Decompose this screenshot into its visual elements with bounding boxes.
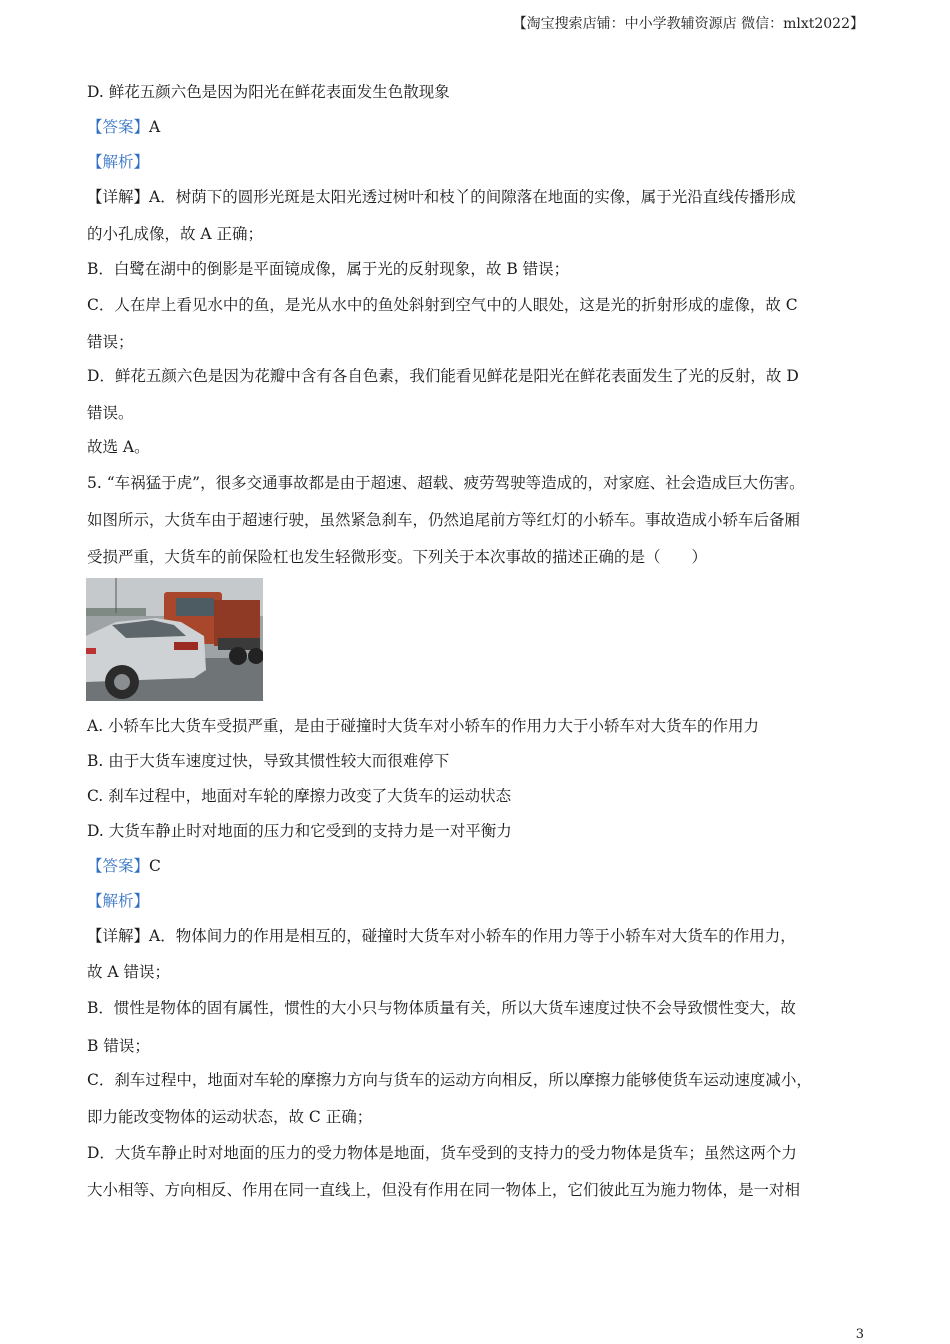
page-number: 3 [855,1327,864,1342]
explanation-line: B．白鹭在湖中的倒影是平面镜成像，属于光的反射现象，故 B 错误； [87,260,570,278]
explanation-line: D．大货车静止时对地面的压力的受力物体是地面，货车受到的支持力的受力物体是货车；虽然这两个力 [87,1144,797,1162]
explanation-line: 错误； [87,333,134,351]
analysis-line [87,152,149,172]
analysis-tag: 【解析】 [87,153,150,171]
explanation-line: 错误。 [87,404,134,422]
option-d: D. 大货车静止时对地面的压力和它受到的支持力是一对平衡力 [87,822,512,840]
answer-line [87,856,161,876]
explanation-line: C．刹车过程中，地面对车轮的摩擦力方向与货车的运动方向相反，所以摩擦力能够使货车运动速度减小， [87,1071,812,1089]
conclusion-line: 故选 A。 [87,438,150,456]
option-c: C. 刹车过程中，地面对车轮的摩擦力改变了大货车的运动状态 [87,787,512,805]
answer-value: A [149,118,161,136]
analysis-line [87,891,149,911]
answer-value: C [149,857,161,875]
explanation-line: 【详解】A．树荫下的圆形光斑是太阳光透过树叶和枝丫的间隙落在地面的实像，属于光沿直线传播形成 [87,188,796,206]
explanation-line: 【详解】A．物体间力的作用是相互的，碰撞时大货车对小轿车的作用力等于小轿车对大货车的作用力， [87,927,796,945]
explanation-line: C．人在岸上看见水中的鱼，是光从水中的鱼处斜射到空气中的人眼处，这是光的折射形成的虚像，故 C [87,296,798,314]
page-header: 【淘宝搜索店铺：中小学教辅资源店 微信：mlxt2022】 [512,16,864,32]
explanation-line: D．鲜花五颜六色是因为花瓣中含有各自色素，我们能看见鲜花是阳光在鲜花表面发生了光的反射，故 D [87,367,799,385]
explanation-line: B 错误； [87,1037,150,1055]
question-line: 5. “车祸猛于虎”，很多交通事故都是由于超速、超载、疲劳驾驶等造成的，对家庭、社会造成巨大伤害。 [87,474,805,492]
explanation-line: 的小孔成像，故 A 正确； [87,225,264,243]
option-a: A. 小轿车比大货车受损严重，是由于碰撞时大货车对小轿车的作用力大于小轿车对大货车的作用力 [87,717,760,735]
explanation-line: 故 A 错误； [87,963,171,981]
accident-photo-illustration [86,578,263,701]
question-line: 受损严重，大货车的前保险杠也发生轻微形变。下列关于本次事故的描述正确的是（ ） [87,548,708,566]
answer-tag: 【答案】 [87,118,150,136]
option-line: D. 鲜花五颜六色是因为阳光在鲜花表面发生色散现象 [87,83,450,101]
explanation-line: 大小相等、方向相反、作用在同一直线上，但没有作用在同一物体上，它们彼此互为施力物体，是一对相 [87,1181,801,1199]
question-line: 如图所示，大货车由于超速行驶，虽然紧急刹车，仍然追尾前方等红灯的小轿车。事故造成小轿车后备厢 [87,511,801,529]
explanation-line: B．惯性是物体的固有属性，惯性的大小只与物体质量有关，所以大货车速度过快不会导致惯性变大，故 [87,999,796,1017]
explanation-line: 即力能改变物体的运动状态，故 C 正确； [87,1108,373,1126]
answer-tag: 【答案】 [87,857,150,875]
answer-line [87,117,160,137]
option-b: B. 由于大货车速度过快，导致其惯性较大而很难停下 [87,752,450,770]
accident-photo [86,578,263,701]
analysis-tag: 【解析】 [87,892,150,910]
